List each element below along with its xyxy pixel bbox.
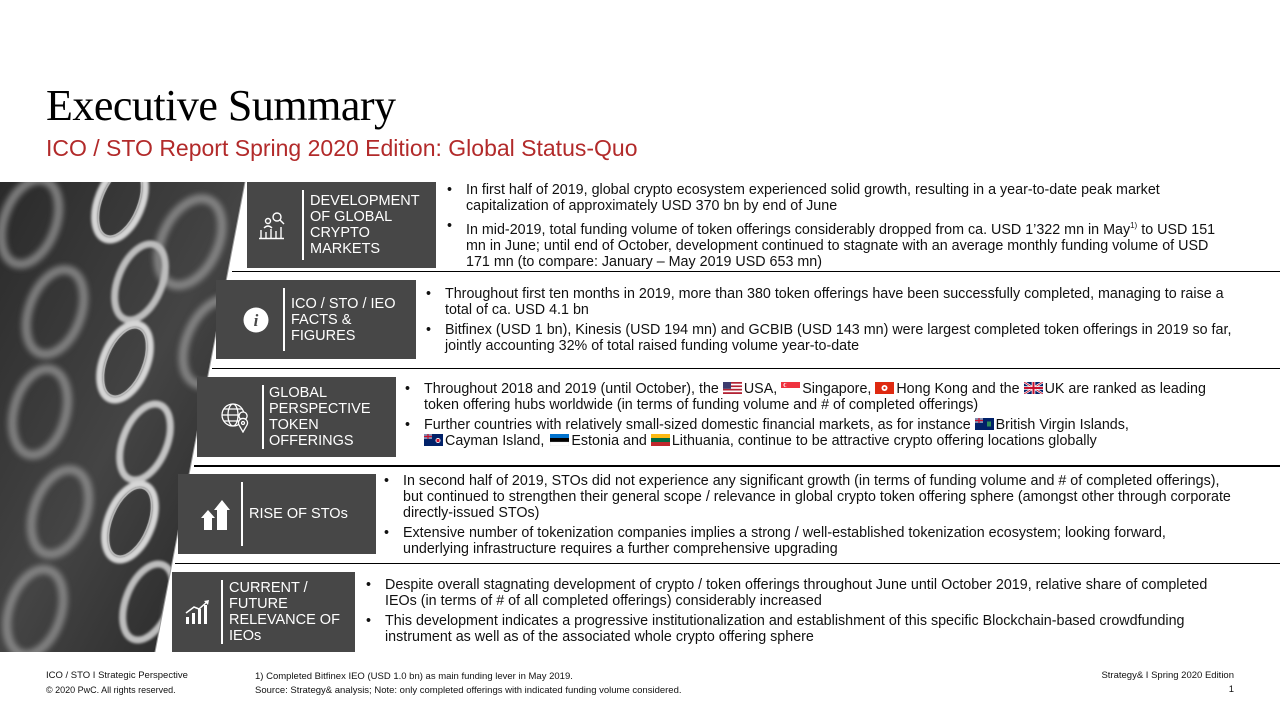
label-separator <box>262 385 264 449</box>
label-separator <box>283 288 285 351</box>
list-item: • Extensive number of tokenization companies implies a strong / well-established tokenization ecosystem; looking forward, underlying infrastructure requires a further comprehensive upgrading <box>384 525 1234 557</box>
edition-label: Strategy& I Spring 2020 Edition <box>1101 670 1234 681</box>
section-divider <box>232 271 1280 272</box>
label-box-global-perspective <box>197 377 396 457</box>
bullet-list <box>366 577 1234 649</box>
source-note: Source: Strategy& analysis; Note: only completed offerings with indicated funding volume considered. <box>255 685 682 696</box>
page-subtitle: ICO / STO Report Spring 2020 Edition: Global Status-Quo <box>46 135 638 161</box>
section-divider <box>194 465 1280 467</box>
label-box-rise-of-stos <box>178 474 376 554</box>
footer-left <box>46 669 188 697</box>
section-ieo-relevance <box>172 572 1280 658</box>
section-label: RISE OF STOs <box>249 506 348 522</box>
bullet-list <box>405 381 1234 453</box>
section-rise-of-stos <box>178 474 1280 560</box>
list-item: • In first half of 2019, global crypto ecosystem experienced solid growth, resulting in a year-to-date peak market capitalization of approximately USD 370 bn by end of June <box>447 182 1234 214</box>
label-separator <box>302 190 304 260</box>
hong-kong-flag-icon <box>875 382 894 394</box>
footnote: 1) Completed Bitfinex IEO (USD 1.0 bn) as main funding lever in May 2019. <box>255 671 573 682</box>
label-box-ieo-relevance <box>172 572 355 652</box>
list-item: • Further countries with relatively small-sized domestic financial markets, as for instance British Virgin Islands, Cayman Island, Estonia and Lithuania, continue to be attractive crypto offering locations globally <box>405 417 1234 449</box>
growth-arrows-icon <box>178 474 254 554</box>
footer-section-label: ICO / STO I Strategic Perspective <box>46 670 188 681</box>
bullet-list <box>426 286 1234 358</box>
section-divider <box>175 563 1280 564</box>
british-virgin-islands-flag-icon <box>975 418 994 430</box>
section-crypto-markets <box>247 182 1280 268</box>
section-divider <box>212 368 1280 369</box>
footer-notes <box>255 670 682 698</box>
label-separator <box>221 580 223 644</box>
usa-flag-icon <box>723 382 742 394</box>
lithuania-flag-icon <box>651 434 670 446</box>
singapore-flag-icon <box>781 382 800 394</box>
copyright: © 2020 PwC. All rights reserved. <box>46 685 176 695</box>
page-title: Executive Summary <box>46 81 396 130</box>
section-label: CURRENT / FUTURE RELEVANCE OF IEOs <box>229 580 340 644</box>
page-number: 1 <box>1228 684 1234 695</box>
section-facts-figures <box>216 280 1280 366</box>
section-label: DEVELOPMENT OF GLOBAL CRYPTO MARKETS <box>310 193 420 257</box>
list-item: • Throughout 2018 and 2019 (until October), the USA, Singapore, Hong Kong and the UK are ranked as leading token offering hubs worldwide (in terms of funding volume and # of completed offerings) <box>405 381 1234 413</box>
footer-right <box>1101 669 1234 697</box>
list-item: • Throughout first ten months in 2019, more than 380 token offerings have been successfully completed, managing to raise a total of ca. USD 4.1 bn <box>426 286 1234 318</box>
list-item: • In mid-2019, total funding volume of token offerings considerably dropped from ca. USD 1’322 mn in May$^{1)}$ to USD 151 mn in June; until end of October, development continued to stagnate with an average monthly funding volume of USD 171 mn (to compare: January – May 2019 USD 653 mn) <box>447 218 1234 270</box>
section-global-perspective <box>197 377 1280 463</box>
list-item: • Bitfinex (USD 1 bn), Kinesis (USD 194 mn) and GCBIB (USD 143 mn) were largest completed token offerings in 2019 so far, jointly accounting 32% of total raised funding volume year-to-date <box>426 322 1234 354</box>
bar-chart-icon <box>172 572 224 652</box>
footnote-marker: 1) <box>1130 221 1138 230</box>
section-label: GLOBAL PERSPECTIVE TOKEN OFFERINGS <box>269 385 371 449</box>
list-item: • This development indicates a progressive institutionalization and establishment of this specific Blockchain-based crowdfunding instrument as well as of the associated whole crypto offering sphere <box>366 613 1234 645</box>
label-separator <box>241 482 243 546</box>
list-item: • Despite overall stagnating development of crypto / token offerings throughout June until October 2019, relative share of completed IEOs (in terms of # of all completed offerings) considerably increased <box>366 577 1234 609</box>
analytics-person-icon <box>247 182 297 268</box>
bullet-list <box>447 182 1234 274</box>
svg-text:i: i <box>253 310 259 330</box>
uk-flag-icon <box>1024 382 1043 394</box>
label-box-crypto-markets <box>247 182 436 268</box>
cayman-islands-flag-icon <box>424 434 443 446</box>
section-label: ICO / STO / IEO FACTS & FIGURES <box>291 295 396 344</box>
estonia-flag-icon <box>550 434 569 446</box>
list-item: • In second half of 2019, STOs did not experience any significant growth (in terms of funding volume and # of completed offerings), but continued to strengthen their general scope / relevance in global crypto token offering sphere (amongst other through corporate directly-issued STOs) <box>384 473 1234 521</box>
label-box-facts-figures <box>216 280 416 359</box>
bullet-list <box>384 473 1234 561</box>
